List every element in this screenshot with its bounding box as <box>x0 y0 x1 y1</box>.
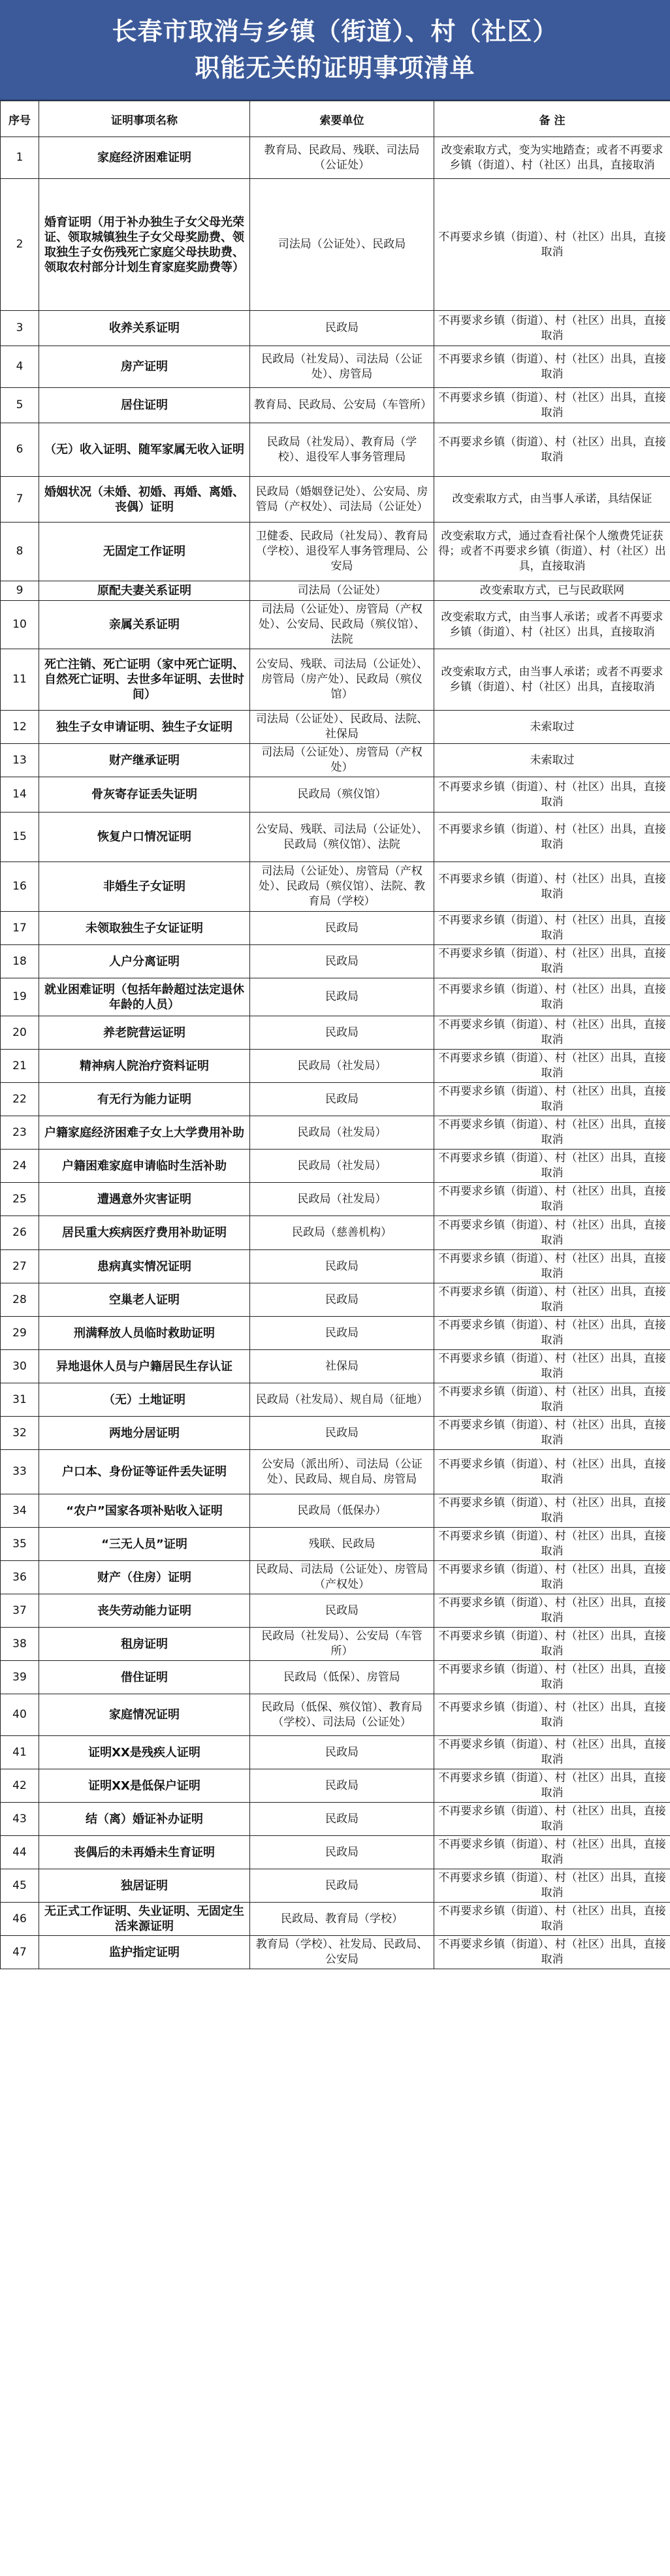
row-number: 15 <box>1 813 39 862</box>
item-name: 原配夫妻关系证明 <box>39 581 250 601</box>
row-number: 34 <box>1 1494 39 1528</box>
table-row <box>1 1083 670 1116</box>
requesting-units: 公安局、残联、司法局（公证处）、房管局（房产处）、民政局（殡仪馆） <box>250 649 434 711</box>
row-number: 36 <box>1 1561 39 1594</box>
requesting-units: 民政局 <box>250 1083 434 1116</box>
requesting-units: 民政局（婚姻登记处）、公安局、房管局（产权处）、司法局（公证处） <box>250 477 434 523</box>
item-name: 遭遇意外灾害证明 <box>39 1183 250 1216</box>
row-note: 不再要求乡镇（街道）、村（社区）出具，直接取消 <box>434 1494 670 1528</box>
requesting-units: 民政局 <box>250 1016 434 1050</box>
row-number: 29 <box>1 1317 39 1350</box>
item-name: 家庭经济困难证明 <box>39 137 250 179</box>
requesting-units: 民政局（低保、殡仪馆）、教育局（学校）、司法局（公证处） <box>250 1694 434 1736</box>
table-row <box>1 477 670 523</box>
requesting-units: 教育局、民政局、公安局（车管所） <box>250 388 434 423</box>
table-row <box>1 1383 670 1417</box>
item-name: 非婚生子女证明 <box>39 862 250 912</box>
table-row <box>1 1836 670 1869</box>
requesting-units: 司法局（公证处）、房管局（产权处）、民政局（殡仪馆）、法院、教育局（学校） <box>250 862 434 912</box>
table-row <box>1 1116 670 1150</box>
table-row <box>1 1661 670 1694</box>
item-name: 患病真实情况证明 <box>39 1250 250 1283</box>
row-note: 不再要求乡镇（街道）、村（社区）出具，直接取消 <box>434 1803 670 1836</box>
requesting-units: 司法局（公证处）、民政局 <box>250 179 434 311</box>
row-number: 23 <box>1 1116 39 1150</box>
requesting-units: 民政局（社发局）、司法局（公证处）、房管局 <box>250 346 434 388</box>
table-row <box>1 1869 670 1903</box>
row-number: 38 <box>1 1628 39 1661</box>
title-line-1: 长春市取消与乡镇（街道）、村（社区） <box>112 17 558 46</box>
row-note: 不再要求乡镇（街道）、村（社区）出具，直接取消 <box>434 311 670 346</box>
item-name: 无正式工作证明、失业证明、无固定生活来源证明 <box>39 1903 250 1936</box>
requesting-units: 民政局（社发局） <box>250 1116 434 1150</box>
row-note: 不再要求乡镇（街道）、村（社区）出具，直接取消 <box>434 179 670 311</box>
row-note: 不再要求乡镇（街道）、村（社区）出具，直接取消 <box>434 1628 670 1661</box>
table-row <box>1 1561 670 1594</box>
table-row <box>1 423 670 477</box>
row-note: 不再要求乡镇（街道）、村（社区）出具，直接取消 <box>434 1050 670 1083</box>
row-note: 不再要求乡镇（街道）、村（社区）出具，直接取消 <box>434 1083 670 1116</box>
item-name: 空巢老人证明 <box>39 1283 250 1317</box>
row-number: 7 <box>1 477 39 523</box>
item-name: 婚育证明（用于补办独生子女父母光荣证、领取城镇独生子女父母奖励费、领取独生子女伤残死亡家庭父母扶助费、领取农村部分计划生育家庭奖励费等） <box>39 179 250 311</box>
row-number: 6 <box>1 423 39 477</box>
table-row <box>1 813 670 862</box>
table-row <box>1 1803 670 1836</box>
row-number: 19 <box>1 978 39 1016</box>
row-note: 不再要求乡镇（街道）、村（社区）出具，直接取消 <box>434 1561 670 1594</box>
requesting-units: 民政局 <box>250 1869 434 1903</box>
row-note: 改变索取方式，已与民政联网 <box>434 581 670 601</box>
item-name: 婚姻状况（未婚、初婚、再婚、离婚、丧偶）证明 <box>39 477 250 523</box>
item-name: 财产继承证明 <box>39 744 250 777</box>
row-number: 47 <box>1 1936 39 1969</box>
header-no: 序号 <box>1 101 39 137</box>
row-note: 不再要求乡镇（街道）、村（社区）出具，直接取消 <box>434 346 670 388</box>
row-number: 27 <box>1 1250 39 1283</box>
requesting-units: 民政局 <box>250 1594 434 1628</box>
requesting-units: 民政局 <box>250 1317 434 1350</box>
table-row <box>1 711 670 744</box>
requesting-units: 民政局 <box>250 311 434 346</box>
header-units: 索要单位 <box>250 101 434 137</box>
requesting-units: 民政局（社发局） <box>250 1183 434 1216</box>
item-name: 独生子女申请证明、独生子女证明 <box>39 711 250 744</box>
row-number: 22 <box>1 1083 39 1116</box>
row-note: 不再要求乡镇（街道）、村（社区）出具，直接取消 <box>434 1869 670 1903</box>
table-row <box>1 1528 670 1561</box>
item-name: 户籍困难家庭申请临时生活补助 <box>39 1150 250 1183</box>
item-name: 养老院营运证明 <box>39 1016 250 1050</box>
requesting-units: 司法局（公证处）、房管局（产权处） <box>250 744 434 777</box>
requesting-units: 民政局、教育局（学校） <box>250 1903 434 1936</box>
table-row <box>1 1216 670 1250</box>
table-row <box>1 1769 670 1803</box>
table-row <box>1 912 670 945</box>
requesting-units: 民政局 <box>250 1283 434 1317</box>
item-name: 两地分居证明 <box>39 1417 250 1450</box>
requesting-units: 民政局 <box>250 945 434 978</box>
requesting-units: 卫健委、民政局（社发局）、教育局（学校）、退役军人事务管理局、公安局 <box>250 523 434 581</box>
row-note: 改变索取方式，通过查看社保个人缴费凭证获得；或者不再要求乡镇（街道）、村（社区）出具，直接取消 <box>434 523 670 581</box>
item-name: 家庭情况证明 <box>39 1694 250 1736</box>
row-number: 10 <box>1 601 39 649</box>
row-number: 13 <box>1 744 39 777</box>
requesting-units: 教育局、民政局、残联、司法局（公证处） <box>250 137 434 179</box>
requesting-units: 民政局 <box>250 1250 434 1283</box>
row-number: 1 <box>1 137 39 179</box>
table-row <box>1 601 670 649</box>
requesting-units: 民政局（低保）、房管局 <box>250 1661 434 1694</box>
row-number: 35 <box>1 1528 39 1561</box>
row-note: 未索取过 <box>434 711 670 744</box>
row-note: 不再要求乡镇（街道）、村（社区）出具，直接取消 <box>434 1016 670 1050</box>
item-name: 丧失劳动能力证明 <box>39 1594 250 1628</box>
requesting-units: 残联、民政局 <box>250 1528 434 1561</box>
row-number: 40 <box>1 1694 39 1736</box>
row-number: 26 <box>1 1216 39 1250</box>
table-row <box>1 945 670 978</box>
row-note: 不再要求乡镇（街道）、村（社区）出具，直接取消 <box>434 1150 670 1183</box>
table-row <box>1 388 670 423</box>
table-row <box>1 523 670 581</box>
requesting-units: 公安局（派出所）、司法局（公证处）、民政局、规自局、房管局 <box>250 1450 434 1494</box>
row-note: 改变索取方式，由当事人承诺，具结保证 <box>434 477 670 523</box>
requesting-units: 民政局（社发局）、教育局（学校）、退役军人事务管理局 <box>250 423 434 477</box>
table-row <box>1 777 670 813</box>
row-number: 31 <box>1 1383 39 1417</box>
table-row <box>1 1450 670 1494</box>
row-note: 改变索取方式，由当事人承诺；或者不再要求乡镇（街道）、村（社区）出具，直接取消 <box>434 601 670 649</box>
requesting-units: 民政局 <box>250 1769 434 1803</box>
row-number: 8 <box>1 523 39 581</box>
row-number: 12 <box>1 711 39 744</box>
table-row <box>1 1417 670 1450</box>
item-name: 居住证明 <box>39 388 250 423</box>
table-row <box>1 1594 670 1628</box>
item-name: “农户”国家各项补贴收入证明 <box>39 1494 250 1528</box>
table-row <box>1 1736 670 1769</box>
row-note: 不再要求乡镇（街道）、村（社区）出具，直接取消 <box>434 388 670 423</box>
row-note: 改变索取方式，变为实地踏查；或者不再要求乡镇（街道）、村（社区）出具，直接取消 <box>434 137 670 179</box>
item-name: 借住证明 <box>39 1661 250 1694</box>
item-name: 人户分离证明 <box>39 945 250 978</box>
item-name: 有无行为能力证明 <box>39 1083 250 1116</box>
row-note: 不再要求乡镇（街道）、村（社区）出具，直接取消 <box>434 1450 670 1494</box>
item-name: 丧偶后的未再婚未生育证明 <box>39 1836 250 1869</box>
requesting-units: 民政局（殡仪馆） <box>250 777 434 813</box>
row-note: 未索取过 <box>434 744 670 777</box>
row-note: 不再要求乡镇（街道）、村（社区）出具，直接取消 <box>434 1350 670 1383</box>
row-note: 不再要求乡镇（街道）、村（社区）出具，直接取消 <box>434 777 670 813</box>
row-note: 不再要求乡镇（街道）、村（社区）出具，直接取消 <box>434 1383 670 1417</box>
item-name: 独居证明 <box>39 1869 250 1903</box>
requesting-units: 公安局、残联、司法局（公证处）、民政局（殡仪馆）、法院 <box>250 813 434 862</box>
row-number: 44 <box>1 1836 39 1869</box>
row-number: 2 <box>1 179 39 311</box>
row-number: 24 <box>1 1150 39 1183</box>
table-row <box>1 1350 670 1383</box>
row-note: 不再要求乡镇（街道）、村（社区）出具，直接取消 <box>434 1769 670 1803</box>
row-number: 37 <box>1 1594 39 1628</box>
item-name: （无）土地证明 <box>39 1383 250 1417</box>
row-number: 21 <box>1 1050 39 1083</box>
row-note: 不再要求乡镇（街道）、村（社区）出具，直接取消 <box>434 1936 670 1969</box>
row-number: 39 <box>1 1661 39 1694</box>
table-row <box>1 137 670 179</box>
item-name: 无固定工作证明 <box>39 523 250 581</box>
table-row <box>1 1150 670 1183</box>
row-note: 不再要求乡镇（街道）、村（社区）出具，直接取消 <box>434 1317 670 1350</box>
row-note: 不再要求乡镇（街道）、村（社区）出具，直接取消 <box>434 1216 670 1250</box>
item-name: “三无人员”证明 <box>39 1528 250 1561</box>
row-number: 41 <box>1 1736 39 1769</box>
row-number: 11 <box>1 649 39 711</box>
row-note: 不再要求乡镇（街道）、村（社区）出具，直接取消 <box>434 1594 670 1628</box>
row-note: 不再要求乡镇（街道）、村（社区）出具，直接取消 <box>434 978 670 1016</box>
table-row <box>1 1050 670 1083</box>
row-note: 不再要求乡镇（街道）、村（社区）出具，直接取消 <box>434 945 670 978</box>
item-name: 居民重大疾病医疗费用补助证明 <box>39 1216 250 1250</box>
table-row <box>1 1694 670 1736</box>
table-row <box>1 311 670 346</box>
row-number: 33 <box>1 1450 39 1494</box>
row-note: 不再要求乡镇（街道）、村（社区）出具，直接取消 <box>434 423 670 477</box>
row-number: 30 <box>1 1350 39 1383</box>
table-row <box>1 1183 670 1216</box>
requesting-units: 民政局 <box>250 1803 434 1836</box>
row-note: 改变索取方式，由当事人承诺；或者不再要求乡镇（街道）、村（社区）出具，直接取消 <box>434 649 670 711</box>
table-row <box>1 862 670 912</box>
item-name: 精神病人院治疗资料证明 <box>39 1050 250 1083</box>
item-name: 刑满释放人员临时救助证明 <box>39 1317 250 1350</box>
item-name: 户口本、身份证等证件丢失证明 <box>39 1450 250 1494</box>
row-number: 14 <box>1 777 39 813</box>
table-row <box>1 649 670 711</box>
requesting-units: 民政局 <box>250 1836 434 1869</box>
table-row <box>1 1903 670 1936</box>
requesting-units: 民政局 <box>250 912 434 945</box>
row-number: 3 <box>1 311 39 346</box>
item-name: 监护指定证明 <box>39 1936 250 1969</box>
item-name: 证明XX是低保户证明 <box>39 1769 250 1803</box>
item-name: 死亡注销、死亡证明（家中死亡证明、自然死亡证明、去世多年证明、去世时间） <box>39 649 250 711</box>
table-row <box>1 179 670 311</box>
requesting-units: 民政局、司法局（公证处）、房管局（产权处） <box>250 1561 434 1594</box>
requesting-units: 民政局 <box>250 1417 434 1450</box>
row-note: 不再要求乡镇（街道）、村（社区）出具，直接取消 <box>434 813 670 862</box>
row-number: 42 <box>1 1769 39 1803</box>
row-note: 不再要求乡镇（街道）、村（社区）出具，直接取消 <box>434 862 670 912</box>
requesting-units: 民政局（社发局） <box>250 1150 434 1183</box>
header-name: 证明事项名称 <box>39 101 250 137</box>
row-note: 不再要求乡镇（街道）、村（社区）出具，直接取消 <box>434 1694 670 1736</box>
requesting-units: 民政局 <box>250 1736 434 1769</box>
item-name: 就业困难证明（包括年龄超过法定退休年龄的人员） <box>39 978 250 1016</box>
requesting-units: 民政局（社发局）、公安局（车管所） <box>250 1628 434 1661</box>
certificate-table <box>0 101 670 1969</box>
row-note: 不再要求乡镇（街道）、村（社区）出具，直接取消 <box>434 1661 670 1694</box>
table-header-row <box>1 101 670 137</box>
requesting-units: 社保局 <box>250 1350 434 1383</box>
row-note: 不再要求乡镇（街道）、村（社区）出具，直接取消 <box>434 1903 670 1936</box>
item-name: 证明XX是残疾人证明 <box>39 1736 250 1769</box>
row-number: 32 <box>1 1417 39 1450</box>
item-name: 租房证明 <box>39 1628 250 1661</box>
row-number: 43 <box>1 1803 39 1836</box>
row-note: 不再要求乡镇（街道）、村（社区）出具，直接取消 <box>434 1283 670 1317</box>
item-name: （无）收入证明、随军家属无收入证明 <box>39 423 250 477</box>
requesting-units: 司法局（公证处）、民政局、法院、社保局 <box>250 711 434 744</box>
row-note: 不再要求乡镇（街道）、村（社区）出具，直接取消 <box>434 1250 670 1283</box>
row-number: 20 <box>1 1016 39 1050</box>
table-row <box>1 1494 670 1528</box>
row-number: 5 <box>1 388 39 423</box>
requesting-units: 民政局 <box>250 978 434 1016</box>
row-number: 46 <box>1 1903 39 1936</box>
item-name: 骨灰寄存证丢失证明 <box>39 777 250 813</box>
row-note: 不再要求乡镇（街道）、村（社区）出具，直接取消 <box>434 1417 670 1450</box>
row-number: 9 <box>1 581 39 601</box>
row-number: 28 <box>1 1283 39 1317</box>
row-number: 18 <box>1 945 39 978</box>
row-note: 不再要求乡镇（街道）、村（社区）出具，直接取消 <box>434 912 670 945</box>
item-name: 异地退休人员与户籍居民生存认证 <box>39 1350 250 1383</box>
requesting-units: 司法局（公证处） <box>250 581 434 601</box>
table-row <box>1 1628 670 1661</box>
table-row <box>1 744 670 777</box>
row-note: 不再要求乡镇（街道）、村（社区）出具，直接取消 <box>434 1528 670 1561</box>
table-row <box>1 978 670 1016</box>
row-note: 不再要求乡镇（街道）、村（社区）出具，直接取消 <box>434 1183 670 1216</box>
requesting-units: 民政局（社发局） <box>250 1050 434 1083</box>
item-name: 财产（住房）证明 <box>39 1561 250 1594</box>
row-note: 不再要求乡镇（街道）、村（社区）出具，直接取消 <box>434 1836 670 1869</box>
table-row <box>1 1936 670 1969</box>
item-name: 房产证明 <box>39 346 250 388</box>
item-name: 恢复户口情况证明 <box>39 813 250 862</box>
row-note: 不再要求乡镇（街道）、村（社区）出具，直接取消 <box>434 1736 670 1769</box>
table-row <box>1 581 670 601</box>
row-number: 17 <box>1 912 39 945</box>
item-name: 结（离）婚证补办证明 <box>39 1803 250 1836</box>
header-note: 备 注 <box>434 101 670 137</box>
requesting-units: 民政局（社发局）、规自局（征地） <box>250 1383 434 1417</box>
requesting-units: 民政局（低保办） <box>250 1494 434 1528</box>
item-name: 收养关系证明 <box>39 311 250 346</box>
table-row <box>1 1016 670 1050</box>
requesting-units: 教育局（学校）、社发局、民政局、公安局 <box>250 1936 434 1969</box>
item-name: 亲属关系证明 <box>39 601 250 649</box>
row-number: 4 <box>1 346 39 388</box>
table-row <box>1 1250 670 1283</box>
table-body <box>1 137 670 1969</box>
title-banner <box>0 0 670 101</box>
row-number: 16 <box>1 862 39 912</box>
row-number: 45 <box>1 1869 39 1903</box>
title-line-2: 职能无关的证明事项清单 <box>195 54 475 82</box>
table-row <box>1 346 670 388</box>
table-row <box>1 1317 670 1350</box>
requesting-units: 民政局（慈善机构） <box>250 1216 434 1250</box>
row-number: 25 <box>1 1183 39 1216</box>
item-name: 未领取独生子女证证明 <box>39 912 250 945</box>
row-note: 不再要求乡镇（街道）、村（社区）出具，直接取消 <box>434 1116 670 1150</box>
requesting-units: 司法局（公证处）、房管局（产权处）、公安局、民政局（殡仪馆）、法院 <box>250 601 434 649</box>
item-name: 户籍家庭经济困难子女上大学费用补助 <box>39 1116 250 1150</box>
table-row <box>1 1283 670 1317</box>
